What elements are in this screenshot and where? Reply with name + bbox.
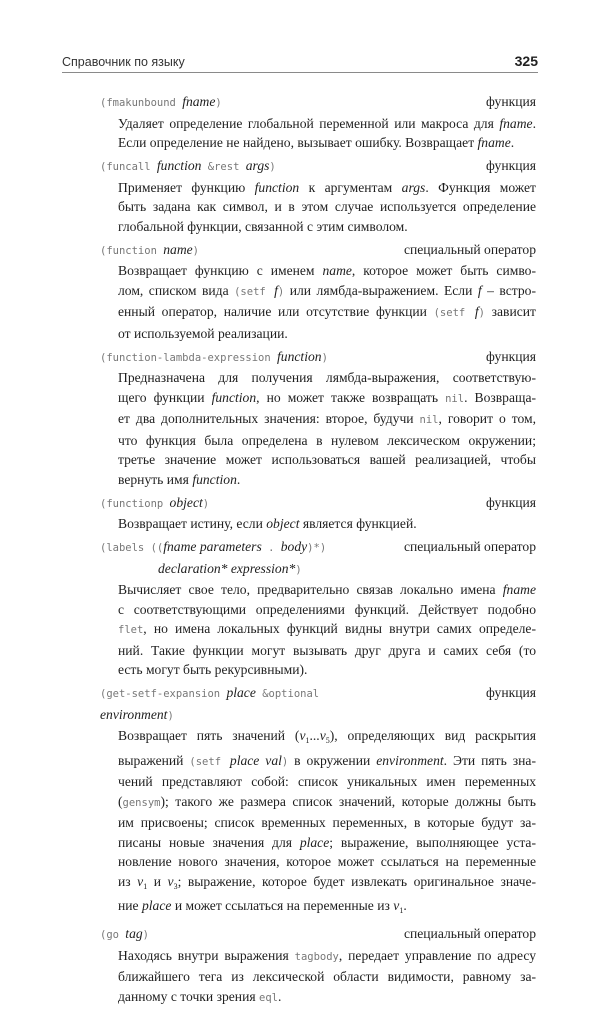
entry-signature xyxy=(100,347,536,369)
text: ет два дополнительных значения: второе, будучи xyxy=(118,411,420,426)
text: что функция была определена в нулевом лексическом окружении; xyxy=(118,432,536,448)
signature-line xyxy=(100,156,536,178)
italic-text: f xyxy=(274,282,278,298)
italic-text: place xyxy=(299,834,330,850)
text: новление нового значения, которое может ссылаться на переменные xyxy=(118,854,536,869)
text: из xyxy=(118,873,138,889)
text: в окружении xyxy=(288,752,377,768)
text: , передает управление по адресу xyxy=(338,947,536,963)
subscript-text: 5 xyxy=(325,736,330,745)
entry-type: функция xyxy=(486,494,536,510)
text: , которое может быть симво- xyxy=(351,263,536,278)
text: ; выражение, которое будет извлекать оригинальное значе- xyxy=(177,873,537,889)
code-text: ) xyxy=(215,97,222,109)
italic-text: name xyxy=(163,241,193,257)
italic-text: f xyxy=(477,282,482,298)
reference-entry xyxy=(100,240,536,344)
text: ); такого же размера список значений, которые должны быть xyxy=(160,793,536,809)
description-line xyxy=(118,660,536,680)
code-text: &rest xyxy=(201,161,246,173)
code-text: (setf xyxy=(234,285,275,298)
subscript-text: 3 xyxy=(173,881,178,891)
description-line xyxy=(118,514,536,534)
text: . xyxy=(510,135,515,150)
description-line xyxy=(118,619,536,641)
italic-text: body xyxy=(280,539,308,554)
italic-text: function xyxy=(254,179,300,195)
italic-text: fname parameters xyxy=(163,539,262,554)
italic-text: function xyxy=(156,158,202,173)
code-text: (go xyxy=(100,929,126,941)
code-text: (functionp xyxy=(100,497,170,510)
italic-text: fname xyxy=(499,115,533,131)
page-number: 325 xyxy=(514,53,538,69)
italic-text: tag xyxy=(125,926,143,941)
text: есть могут быть рекурсивными). xyxy=(118,662,308,677)
code-text: eql xyxy=(259,991,278,1004)
description-line xyxy=(118,197,536,217)
italic-text: place val xyxy=(229,752,282,768)
text: . Возвраща- xyxy=(464,389,537,405)
text: . xyxy=(236,471,241,487)
code-text: (fmakunbound xyxy=(100,97,183,109)
text: . Эти пять зна- xyxy=(443,752,536,768)
entry-description xyxy=(100,946,536,1009)
italic-text: name xyxy=(322,263,352,278)
description-line xyxy=(118,178,536,198)
code-text: ) xyxy=(277,285,285,298)
italic-text: fname xyxy=(182,94,216,109)
reference-entries xyxy=(100,92,536,1012)
description-line xyxy=(118,368,536,388)
code-text: ) xyxy=(478,307,485,319)
italic-text: function xyxy=(277,348,322,364)
italic-text: declaration* expression* xyxy=(158,560,296,576)
text: третье значение может использоваться вашей реализацией, чтобы xyxy=(118,452,536,467)
signature-line xyxy=(100,92,536,114)
reference-entry xyxy=(100,924,536,1008)
text: ние xyxy=(118,898,142,913)
text: быть задана как символ, и в этом случае используется определение xyxy=(118,199,536,214)
entry-description xyxy=(100,114,536,153)
code-text: ) xyxy=(167,709,174,722)
text: . Функция может xyxy=(425,179,536,195)
text: ний. Такие функции могут вызывать друг друга и самих себя (то xyxy=(118,642,536,658)
entry-description xyxy=(100,178,536,237)
description-line xyxy=(118,946,536,968)
text: писаны новые значения для xyxy=(118,834,300,850)
code-text: ) xyxy=(269,161,276,173)
text: , но имена локальных функций видны внутри самих определе- xyxy=(143,621,536,636)
italic-text: v xyxy=(137,873,144,889)
text: к аргументам xyxy=(299,179,402,195)
italic-text: object xyxy=(266,516,300,531)
entry-type: функция xyxy=(486,685,536,700)
code-text: (funcall xyxy=(100,161,157,173)
entry-description xyxy=(100,580,536,680)
reference-entry xyxy=(100,493,536,534)
entry-description xyxy=(100,514,536,534)
description-line xyxy=(118,470,536,490)
code-text: (function xyxy=(100,244,164,257)
text: ( xyxy=(118,793,123,809)
text: ближайшего тега из лексической области видимости, равному за- xyxy=(118,969,536,984)
italic-text: object xyxy=(169,494,203,510)
entry-description xyxy=(100,261,536,343)
entry-type: функция xyxy=(486,94,536,109)
text: и xyxy=(147,873,168,889)
italic-text: args xyxy=(245,158,270,173)
description-line xyxy=(118,114,536,134)
code-text: ) xyxy=(281,755,289,768)
code-text: )*) xyxy=(307,542,327,554)
code-text: tagbody xyxy=(294,950,339,963)
code-text: &optional xyxy=(255,688,320,700)
text: глобальной функции, связанной с этим символом. xyxy=(118,218,408,234)
text: . xyxy=(277,988,282,1004)
description-line xyxy=(118,450,536,470)
text: вернуть имя xyxy=(118,471,193,487)
description-line xyxy=(118,833,536,853)
text: , говорит о том, xyxy=(438,411,537,426)
description-line xyxy=(118,302,536,324)
text: лом, списком вида xyxy=(118,282,235,298)
code-text: ) xyxy=(321,351,328,364)
reference-entry xyxy=(100,156,536,236)
entry-description xyxy=(100,368,536,489)
text: – встро- xyxy=(481,282,536,298)
text: Возвращает истину, если xyxy=(118,516,267,531)
text: щего функции xyxy=(118,389,212,405)
description-line xyxy=(118,388,536,410)
text: ... xyxy=(309,728,320,743)
text: ; выражение, выполняющее уста- xyxy=(329,834,536,850)
entry-signature xyxy=(100,156,536,178)
description-line xyxy=(118,872,536,897)
description-line xyxy=(118,409,536,431)
running-header xyxy=(62,53,538,73)
italic-text: fname xyxy=(477,135,511,150)
code-text: (function-lambda-expression xyxy=(100,351,278,364)
italic-text: v xyxy=(299,728,306,743)
code-text: (setf xyxy=(433,307,475,319)
description-line xyxy=(118,792,536,814)
italic-text: place xyxy=(141,898,172,913)
text: ), определяющих вид раскрытия xyxy=(329,728,536,743)
description-line xyxy=(118,431,536,451)
text: Находясь внутри выражения xyxy=(118,947,295,963)
text: , но может также возвращать xyxy=(256,389,446,405)
entry-signature xyxy=(100,537,536,580)
reference-entry xyxy=(100,347,536,490)
subscript-text: 1 xyxy=(399,906,404,915)
code-text: nil xyxy=(419,414,439,426)
subscript-text: 1 xyxy=(143,881,148,891)
entry-signature xyxy=(100,924,536,946)
code-text: nil xyxy=(445,392,465,405)
italic-text: v xyxy=(393,898,400,913)
text: выражений xyxy=(118,752,190,768)
text: Вычисляет свое тело, предварительно связав локально имена xyxy=(118,582,503,597)
entry-signature xyxy=(100,683,536,726)
italic-text: place xyxy=(226,685,256,700)
text: от используемой реализации. xyxy=(118,325,288,341)
entry-signature xyxy=(100,92,536,114)
description-line xyxy=(118,987,536,1009)
text: зависит xyxy=(484,304,536,319)
text: или лямбда-выражением. Если xyxy=(284,282,478,298)
reference-entry xyxy=(100,683,536,921)
text: Возвращает функцию с именем xyxy=(118,263,323,278)
text: чений представляют собой: список уникальных имен переменных xyxy=(118,774,536,789)
text: Предназначена для получения лямбда-выражения, соответствую- xyxy=(118,370,536,385)
text: и может ссылаться на переменные из xyxy=(171,898,394,913)
description-line xyxy=(118,751,536,773)
subscript-text: 1 xyxy=(305,736,310,745)
description-line xyxy=(118,813,536,833)
signature-line xyxy=(100,347,536,369)
text: Применяет функцию xyxy=(118,179,255,195)
signature-line xyxy=(100,493,536,515)
description-line xyxy=(118,896,536,921)
code-text: (setf xyxy=(189,755,230,768)
description-line xyxy=(118,580,536,600)
description-line xyxy=(118,772,536,792)
reference-entry xyxy=(100,92,536,153)
italic-text: f xyxy=(474,304,479,319)
entry-type: специальный оператор xyxy=(403,539,536,554)
code-text: ) xyxy=(142,929,149,941)
code-text: ) xyxy=(192,244,199,257)
entry-type: специальный оператор xyxy=(403,241,536,257)
text: им присвоены; список временных переменных, в которые будут за- xyxy=(118,815,536,830)
description-line xyxy=(118,600,536,620)
signature-line xyxy=(100,683,536,726)
description-line xyxy=(118,217,536,237)
text: Удаляет определение глобальной переменной или макроса для xyxy=(118,115,500,131)
italic-text: args xyxy=(401,179,426,195)
code-text: (get-setf-expansion xyxy=(100,688,227,700)
entry-signature xyxy=(100,493,536,515)
code-text: gensym xyxy=(122,796,161,809)
chapter-title: Справочник по языку xyxy=(62,55,185,69)
italic-text: environment xyxy=(100,706,168,722)
code-text: (labels (( xyxy=(100,542,164,554)
description-line xyxy=(118,324,536,344)
entry-type: специальный оператор xyxy=(403,926,536,941)
description-line xyxy=(118,641,536,661)
italic-text: function xyxy=(211,389,257,405)
signature-line xyxy=(100,559,536,581)
italic-text: v xyxy=(319,728,326,743)
description-line xyxy=(118,281,536,303)
entry-signature xyxy=(100,240,536,262)
text: енный оператор, наличие или отсутствие функции xyxy=(118,304,434,319)
description-line xyxy=(118,261,536,281)
italic-text: environment xyxy=(376,752,444,768)
entry-description xyxy=(100,726,536,921)
code-text: ) xyxy=(295,563,302,576)
text: . xyxy=(403,898,407,913)
italic-text: v xyxy=(167,873,174,889)
entry-type: функция xyxy=(486,348,536,364)
italic-text: fname xyxy=(502,582,536,597)
description-line xyxy=(118,852,536,872)
reference-entry xyxy=(100,537,536,680)
text: с соответствующими определениями функций. Действует подобно xyxy=(118,601,536,617)
text: . xyxy=(532,115,536,131)
code-text: ) xyxy=(202,497,210,510)
text: Возвращает пять значений ( xyxy=(118,728,300,743)
code-text: . xyxy=(261,542,281,554)
description-line xyxy=(118,967,536,987)
description-line xyxy=(118,133,536,153)
code-text: flet xyxy=(118,624,144,636)
italic-text: function xyxy=(192,471,237,487)
entry-type: функция xyxy=(486,158,536,173)
description-line xyxy=(118,726,536,751)
text: данному с точки зрения xyxy=(118,988,259,1004)
text: является функцией. xyxy=(299,516,417,531)
text: Если определение не найдено, вызывает ошибку. Возвращает xyxy=(118,135,478,150)
